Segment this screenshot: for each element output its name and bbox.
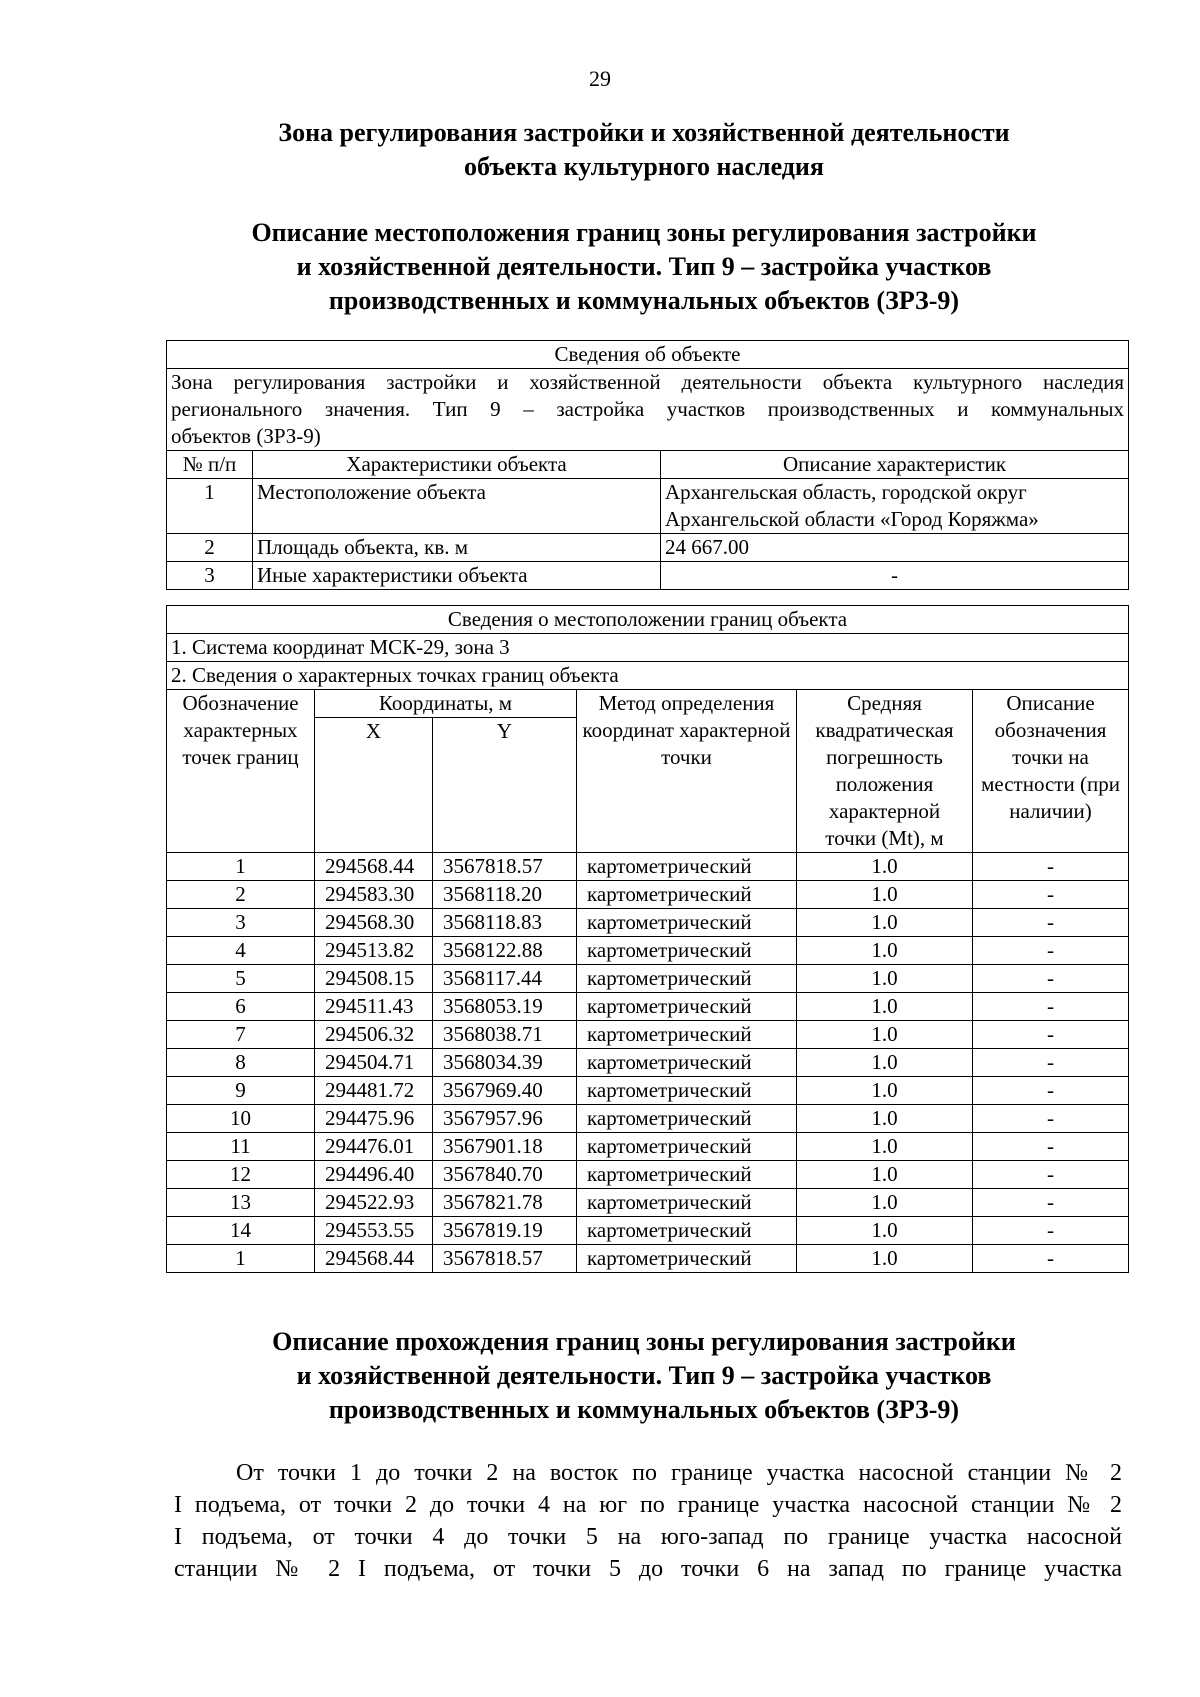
point-number: 11 xyxy=(167,1133,315,1161)
table-heading xyxy=(160,216,1128,318)
coord-y: 3567818.57 xyxy=(433,1245,577,1273)
table-row xyxy=(167,937,1129,965)
points-body xyxy=(167,853,1129,1273)
method: картометрический xyxy=(577,1217,797,1245)
description: - xyxy=(973,1049,1129,1077)
section-heading xyxy=(160,1325,1128,1427)
coord-x: 294583.30 xyxy=(315,881,433,909)
characteristic-value: Архангельская область, городской округ Архангельской области «Город Коряжма» xyxy=(661,479,1129,534)
table-row xyxy=(167,1217,1129,1245)
error: 1.0 xyxy=(797,1049,973,1077)
error: 1.0 xyxy=(797,1245,973,1273)
point-number: 6 xyxy=(167,993,315,1021)
characteristic-name: Иные характеристики объекта xyxy=(253,562,661,590)
description: - xyxy=(973,937,1129,965)
boundary-points-table xyxy=(166,605,1129,1273)
error: 1.0 xyxy=(797,965,973,993)
object-info-title: Сведения об объекте xyxy=(167,341,1129,369)
coord-y: 3567901.18 xyxy=(433,1133,577,1161)
characteristic-value: 24 667.00 xyxy=(661,534,1129,562)
table-row xyxy=(167,909,1129,937)
table-row xyxy=(167,1245,1129,1273)
point-number: 13 xyxy=(167,1189,315,1217)
points-title: 2. Сведения о характерных точках границ объекта xyxy=(167,662,1129,690)
point-number: 4 xyxy=(167,937,315,965)
method: картометрический xyxy=(577,1021,797,1049)
header-y: Y xyxy=(433,718,577,853)
location-info-title: Сведения о местоположении границ объекта xyxy=(167,606,1129,634)
coord-y: 3568118.83 xyxy=(433,909,577,937)
error: 1.0 xyxy=(797,1021,973,1049)
error: 1.0 xyxy=(797,1217,973,1245)
coord-x: 294513.82 xyxy=(315,937,433,965)
table-row xyxy=(167,853,1129,881)
heading-line: Описание прохождения границ зоны регулирования застройки xyxy=(272,1327,1016,1356)
table-row xyxy=(167,1021,1129,1049)
heading-line: производственных и коммунальных объектов (ЗРЗ-9) xyxy=(328,286,960,315)
coord-x: 294522.93 xyxy=(315,1189,433,1217)
coordinate-system: 1. Система координат МСК-29, зона 3 xyxy=(167,634,1129,662)
coord-x: 294568.44 xyxy=(315,1245,433,1273)
point-number: 7 xyxy=(167,1021,315,1049)
heading-line: и хозяйственной деятельности. Тип 9 – застройка участков xyxy=(296,252,992,281)
coord-x: 294475.96 xyxy=(315,1105,433,1133)
method: картометрический xyxy=(577,993,797,1021)
point-number: 9 xyxy=(167,1077,315,1105)
object-description xyxy=(167,369,1129,451)
row-number: 3 xyxy=(167,562,253,590)
body-line: От точки 1 до точки 2 на восток по границе участка насосной станции № 2 xyxy=(236,1460,1122,1486)
coord-x: 294504.71 xyxy=(315,1049,433,1077)
point-number: 2 xyxy=(167,881,315,909)
point-number: 5 xyxy=(167,965,315,993)
heading-line: Описание местоположения границ зоны регулирования застройки xyxy=(251,218,1037,247)
object-info-table xyxy=(166,340,1129,590)
description: - xyxy=(973,909,1129,937)
characteristic-name: Местоположение объекта xyxy=(253,479,661,534)
method: картометрический xyxy=(577,1133,797,1161)
coord-x: 294553.55 xyxy=(315,1217,433,1245)
row-number: 2 xyxy=(167,534,253,562)
method: картометрический xyxy=(577,1105,797,1133)
heading-line: производственных и коммунальных объектов (ЗРЗ-9) xyxy=(328,1395,960,1424)
point-number: 10 xyxy=(167,1105,315,1133)
header-cell: Характеристики объекта xyxy=(253,451,661,479)
error: 1.0 xyxy=(797,1105,973,1133)
description-line: регионального значения. Тип 9 – застройка участков производственных и коммунальных xyxy=(171,397,1125,421)
coord-x: 294481.72 xyxy=(315,1077,433,1105)
method: картометрический xyxy=(577,1161,797,1189)
point-number: 8 xyxy=(167,1049,315,1077)
method: картометрический xyxy=(577,909,797,937)
header-designation: Обозначение характерных точек границ xyxy=(167,690,315,853)
header-coordinates: Координаты, м xyxy=(315,690,577,718)
error: 1.0 xyxy=(797,993,973,1021)
coord-y: 3568117.44 xyxy=(433,965,577,993)
description: - xyxy=(973,993,1129,1021)
table-row xyxy=(167,534,1129,562)
description-line: Зона регулирования застройки и хозяйственной деятельности объекта культурного наследия xyxy=(171,370,1125,394)
coord-y: 3568038.71 xyxy=(433,1021,577,1049)
heading-line: объекта культурного наследия xyxy=(464,152,824,181)
description: - xyxy=(973,965,1129,993)
heading-line: Зона регулирования застройки и хозяйственной деятельности xyxy=(278,118,1010,147)
point-number: 12 xyxy=(167,1161,315,1189)
method: картометрический xyxy=(577,881,797,909)
header-cell: № п/п xyxy=(167,451,253,479)
table-row xyxy=(167,1105,1129,1133)
section-heading xyxy=(160,116,1128,184)
coord-x: 294568.30 xyxy=(315,909,433,937)
heading-line: и хозяйственной деятельности. Тип 9 – застройка участков xyxy=(296,1361,992,1390)
coord-x: 294568.44 xyxy=(315,853,433,881)
coord-y: 3568118.20 xyxy=(433,881,577,909)
method: картометрический xyxy=(577,853,797,881)
table-row xyxy=(167,1161,1129,1189)
body-line: I подъема, от точки 4 до точки 5 на юго-запад по границе участка насосной xyxy=(174,1524,1122,1550)
description: - xyxy=(973,1133,1129,1161)
body-line: I подъема, от точки 2 до точки 4 на юг по границе участка насосной станции № 2 xyxy=(174,1492,1122,1518)
point-number: 1 xyxy=(167,853,315,881)
header-description: Описание обозначения точки на местности (при наличии) xyxy=(973,690,1129,853)
method: картометрический xyxy=(577,1077,797,1105)
method: картометрический xyxy=(577,965,797,993)
characteristic-value: - xyxy=(661,562,1129,590)
description: - xyxy=(973,1189,1129,1217)
error: 1.0 xyxy=(797,1133,973,1161)
header-error: Средняя квадратическая погрешность положения характерной точки (Mt), м xyxy=(797,690,973,853)
table-row xyxy=(167,1077,1129,1105)
body-line: станции № 2 I подъема, от точки 5 до точки 6 на запад по границе участка xyxy=(174,1556,1122,1582)
table-row xyxy=(167,965,1129,993)
coord-y: 3567969.40 xyxy=(433,1077,577,1105)
method: картометрический xyxy=(577,937,797,965)
characteristic-name: Площадь объекта, кв. м xyxy=(253,534,661,562)
description: - xyxy=(973,1161,1129,1189)
error: 1.0 xyxy=(797,881,973,909)
coord-x: 294506.32 xyxy=(315,1021,433,1049)
table-row xyxy=(167,1133,1129,1161)
coord-y: 3567819.19 xyxy=(433,1217,577,1245)
table-row xyxy=(167,479,1129,534)
description: - xyxy=(973,1245,1129,1273)
description: - xyxy=(973,1077,1129,1105)
point-number: 1 xyxy=(167,1245,315,1273)
method: картометрический xyxy=(577,1245,797,1273)
header-method: Метод определения координат характерной точки xyxy=(577,690,797,853)
error: 1.0 xyxy=(797,1189,973,1217)
boundary-description xyxy=(174,1457,1122,1585)
coord-y: 3568034.39 xyxy=(433,1049,577,1077)
table-row xyxy=(167,562,1129,590)
coord-y: 3568053.19 xyxy=(433,993,577,1021)
description: - xyxy=(973,1021,1129,1049)
coord-x: 294476.01 xyxy=(315,1133,433,1161)
coord-y: 3567821.78 xyxy=(433,1189,577,1217)
header-cell: Описание характеристик xyxy=(661,451,1129,479)
coord-y: 3567957.96 xyxy=(433,1105,577,1133)
description-line: объектов (ЗРЗ-9) xyxy=(171,424,321,448)
error: 1.0 xyxy=(797,1161,973,1189)
coord-x: 294508.15 xyxy=(315,965,433,993)
error: 1.0 xyxy=(797,909,973,937)
method: картометрический xyxy=(577,1049,797,1077)
error: 1.0 xyxy=(797,853,973,881)
table-row xyxy=(167,1049,1129,1077)
coord-x: 294496.40 xyxy=(315,1161,433,1189)
coord-y: 3567840.70 xyxy=(433,1161,577,1189)
error: 1.0 xyxy=(797,937,973,965)
coord-x: 294511.43 xyxy=(315,993,433,1021)
table-row xyxy=(167,993,1129,1021)
error: 1.0 xyxy=(797,1077,973,1105)
method: картометрический xyxy=(577,1189,797,1217)
description: - xyxy=(973,853,1129,881)
coord-y: 3568122.88 xyxy=(433,937,577,965)
description: - xyxy=(973,881,1129,909)
header-x: X xyxy=(315,718,433,853)
description: - xyxy=(973,1105,1129,1133)
row-number: 1 xyxy=(167,479,253,534)
point-number: 14 xyxy=(167,1217,315,1245)
page-number: 29 xyxy=(589,66,611,91)
coord-y: 3567818.57 xyxy=(433,853,577,881)
table-row xyxy=(167,881,1129,909)
point-number: 3 xyxy=(167,909,315,937)
description: - xyxy=(973,1217,1129,1245)
table-row xyxy=(167,1189,1129,1217)
